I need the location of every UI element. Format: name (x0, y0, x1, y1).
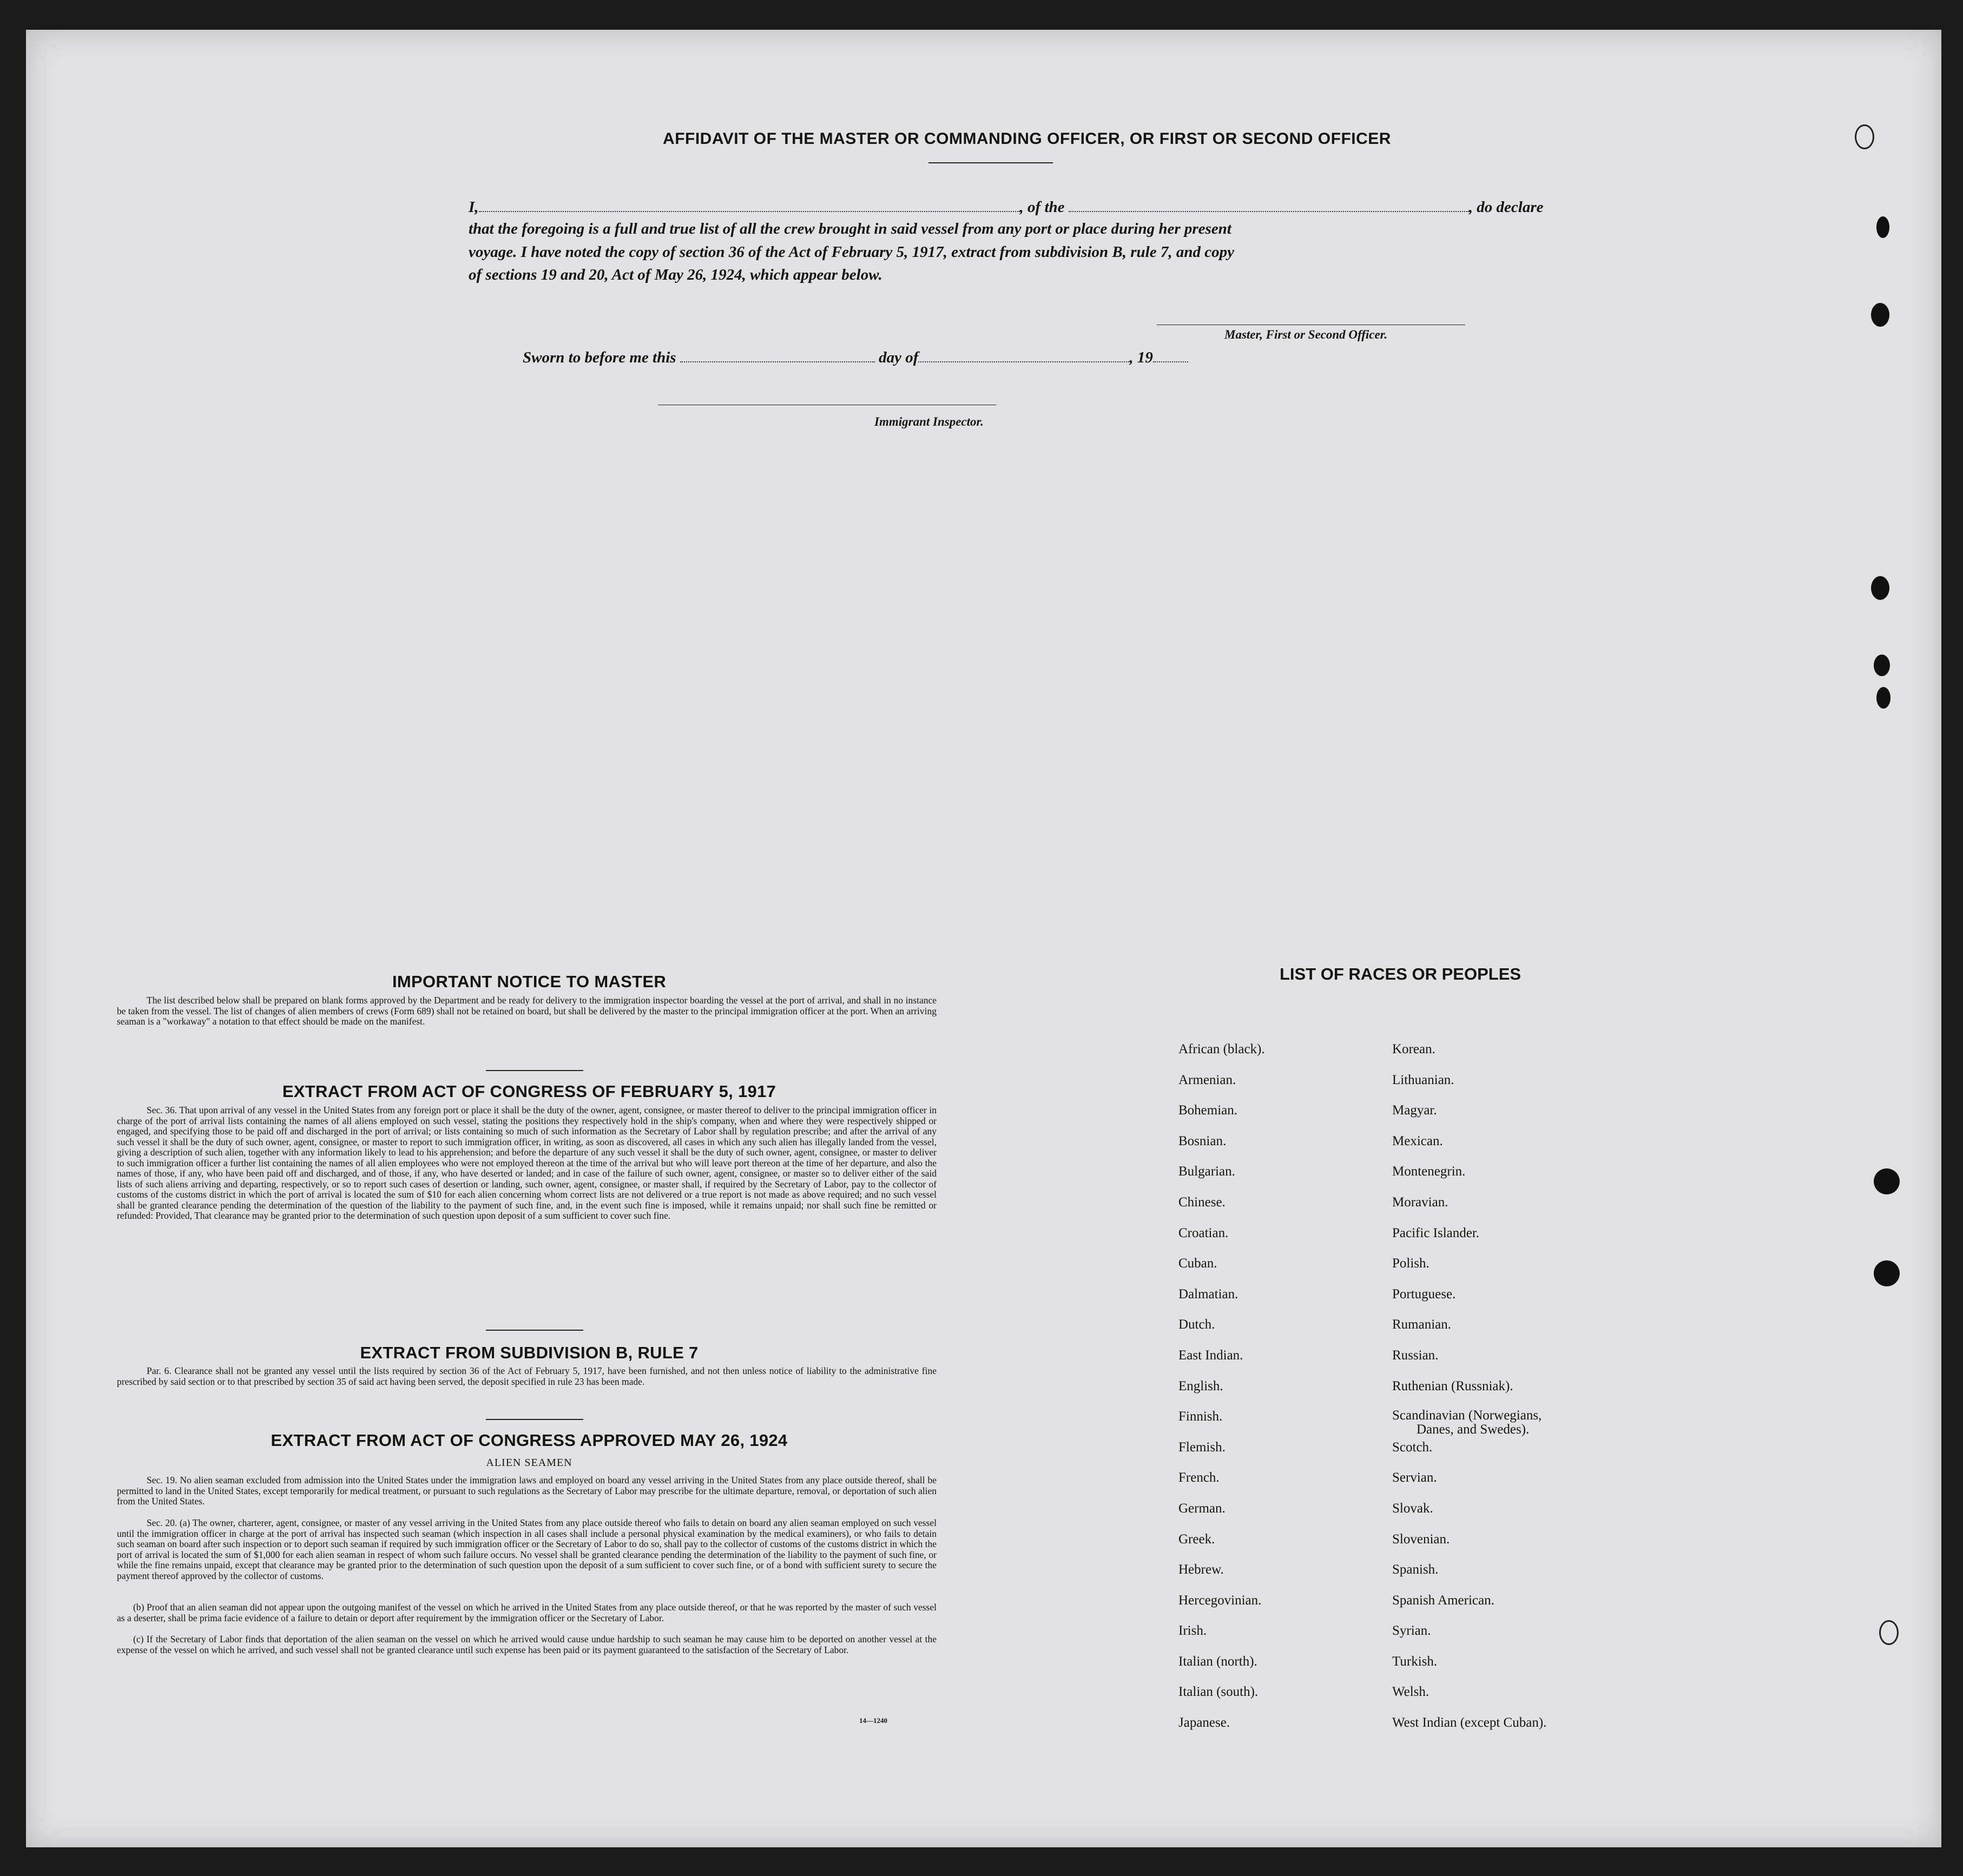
race-item: Polish. (1392, 1256, 1430, 1271)
document-page (26, 30, 1941, 1847)
race-item: Spanish. (1392, 1562, 1439, 1577)
extract-1924-sec20a: Sec. 20. (a) The owner, charterer, agent, consignee, or master of any vessel arriving in the United States from any place outside thereof who fails to detain on board any alien seaman employed on such vessel until the immigration officer in charge at the port of arrival has inspected such seaman (which inspection in all cases shall include a personal physical examination by the medical examiners), or who fails to detain such seaman on board after such inspection or to deport such seaman if required by such immigration officer or the Secretary of Labor to do so, shall pay to the collector of customs of the customs district in which the port of arrival is located the sum of $1,000 for each alien seaman in respect of whom such failure occurs. No vessel shall be granted clearance pending the determination of the liability to the payment of such fine, or while the fine remains unpaid, except that clearance may be granted prior to the determination of such question upon the deposit of a sum sufficient to cover such fine, or of a bond with sufficient surety to secure the payment thereof approved by the collector of customs. (117, 1517, 937, 1581)
race-item: Syrian. (1392, 1623, 1431, 1639)
notice-text: The list described below shall be prepared on blank forms approved by the Department and be ready for delivery to the immigration inspector boarding the vessel at the port of arrival, and shall in no instance be taken from the vessel. The list of changes of alien members of crews (Form 689) shall not be retained on board, but shall be delivered by the master to the principal immigration officer at the port. When an arriving seaman is a "workaway" a notation to that effect should be made on the manifest. (117, 995, 937, 1027)
section-divider (486, 1330, 583, 1331)
race-item: Flemish. (1178, 1439, 1226, 1455)
binder-hole (1874, 1168, 1900, 1194)
race-item: Hebrew. (1178, 1562, 1224, 1577)
section-divider (486, 1070, 583, 1071)
race-item: Cuban. (1178, 1256, 1217, 1271)
race-item: German. (1178, 1501, 1226, 1516)
race-item: Chinese. (1178, 1194, 1226, 1210)
race-item: Magyar. (1392, 1103, 1437, 1118)
race-item: Spanish American. (1392, 1593, 1494, 1608)
race-item: Montenegrin. (1392, 1164, 1466, 1179)
race-item: Slovak. (1392, 1501, 1433, 1516)
binder-hole (1874, 1260, 1900, 1286)
binder-hole (1871, 576, 1889, 600)
races-column-1 (1178, 1041, 1265, 1746)
race-item: Portuguese. (1392, 1286, 1456, 1302)
race-item: Croatian. (1178, 1225, 1229, 1240)
binder-hole (1876, 216, 1889, 238)
race-item: Dalmatian. (1178, 1286, 1239, 1302)
extract-rule7-title: EXTRACT FROM SUBDIVISION B, RULE 7 (360, 1343, 699, 1362)
race-item: African (black). (1178, 1042, 1265, 1056)
race-item: Lithuanian. (1392, 1072, 1454, 1087)
race-item: West Indian (except Cuban). (1392, 1715, 1547, 1730)
race-item: Italian (north). (1178, 1654, 1257, 1669)
race-item: Servian. (1392, 1470, 1437, 1485)
race-item: Bosnian. (1178, 1133, 1227, 1148)
binder-hole (1879, 1620, 1899, 1645)
race-item: English. (1178, 1378, 1223, 1393)
race-item: Korean. (1392, 1042, 1435, 1056)
binder-hole (1871, 303, 1889, 327)
race-item: Dutch. (1178, 1317, 1215, 1332)
race-item: Pacific Islander. (1392, 1225, 1480, 1240)
section-divider (486, 1419, 583, 1420)
race-item: Armenian. (1178, 1072, 1236, 1087)
race-item: Ruthenian (Russniak). (1392, 1378, 1513, 1393)
notice-title: IMPORTANT NOTICE TO MASTER (392, 972, 667, 991)
race-item: Mexican. (1392, 1133, 1443, 1148)
extract-rule7-text: Par. 6. Clearance shall not be granted any vessel until the lists required by section 36 of the Act of February 5, 1917, have been furnished, and not then unless notice of liability to the administrative fine prescribed by said section or to that prescribed by section 35 of said act having been served, the deposit specified in rule 23 has been made. (117, 1365, 937, 1387)
race-item: Slovenian. (1392, 1531, 1450, 1547)
race-item: Irish. (1178, 1623, 1207, 1639)
race-item: Turkish. (1392, 1654, 1438, 1669)
race-item: Bulgarian. (1178, 1164, 1235, 1179)
form-number: 14—1240 (859, 1716, 887, 1725)
affidavit-text-line: that the foregoing is a full and true list of all the crew brought in said vessel from any port or place during her present (469, 220, 1231, 237)
race-item: Scotch. (1392, 1439, 1433, 1455)
race-item: Rumanian. (1392, 1317, 1452, 1332)
extract-1924-sec20b: (b) Proof that an alien seaman did not appear upon the outgoing manifest of the vessel on which he arrived in the United States from any place outside thereof, or that he was reported by the master of such vessel as a deserter, shall be prima facie evidence of a failure to detain or deport after requirement by the immigration officer or the Secretary of Labor. (117, 1602, 937, 1623)
extract-1924-title: EXTRACT FROM ACT OF CONGRESS APPROVED MAY 26, 1924 (271, 1431, 788, 1450)
race-item: Hercegovinian. (1178, 1593, 1262, 1608)
race-item: Scandinavian (Norwegians, Danes, and Swedes). (1392, 1408, 1542, 1437)
inspector-signature-caption: Immigrant Inspector. (874, 415, 984, 428)
binder-hole (1874, 655, 1890, 676)
race-item: Russian. (1392, 1347, 1439, 1363)
alien-seamen-heading: ALIEN SEAMEN (486, 1457, 572, 1469)
affidavit-text-line: of sections 19 and 20, Act of May 26, 1924, which appear below. (469, 266, 882, 283)
race-item: Japanese. (1178, 1715, 1230, 1730)
master-signature-caption: Master, First or Second Officer. (1224, 328, 1388, 341)
race-item: Bohemian. (1178, 1103, 1238, 1118)
race-item: East Indian. (1178, 1347, 1243, 1363)
title-underline (928, 162, 1053, 163)
races-title: LIST OF RACES OR PEOPLES (1279, 965, 1521, 983)
race-item: Moravian. (1392, 1194, 1448, 1210)
extract-1917-title: EXTRACT FROM ACT OF CONGRESS OF FEBRUARY 5, 1917 (282, 1082, 776, 1101)
extract-1917-text: Sec. 36. That upon arrival of any vessel in the United States from any foreign port or place it shall be the duty of the owner, agent, consignee, or master thereof to deliver to the principal immigration officer in charge of the port of arrival lists containing the names of all aliens employed on such vessel, stating the positions they respectively hold in the ship's company, when and where they were respectively shipped or engaged, and specifying those to be paid off and discharged in the port of arrival; or lists containing so much of such information as the Secretary of Labor shall by regulation prescribe; and after the arrival of any such vessel it shall be the duty of such owner, agent, consignee, or master to report to such immigration officer, in writing, as soon as discovered, all cases in which any such alien has illegally landed from the vessel, giving a description of such alien, together with any information likely to lead to his apprehension; and before the departure of any such vessel it shall be the duty of such owner, agent, consignee, or master to deliver to such immigration officer a further list containing the names of all alien employees who were not employed thereon at the time of the arrival but who will leave port thereon at the time of her departure, and also the names of those, if any, who have been paid off and discharged, and of those, if any, who have deserted or landed; and in case of the failure of such owner, agent, consignee, or master so to deliver either of the said lists of such aliens arriving and departing, respectively, or so to report such cases of desertion or landing, such owner, agent, consignee, or master shall, if required by the Secretary of Labor, pay to the collector of customs of the customs district in which the port of arrival is located the sum of $10 for each alien concerning whom correct lists are not delivered or a true report is not made as above required; and no such vessel shall be granted clearance pending the determination of the question of the liability to the payment of such fine, and, in the event such fine is imposed, while it remains unpaid; nor shall such fine be remitted or refunded: Provided, That clearance may be granted prior to the determination of such question upon deposit of a sum sufficient to cover such fine. (117, 1105, 937, 1221)
binder-hole (1855, 124, 1874, 149)
race-item: Welsh. (1392, 1685, 1430, 1700)
extract-1924-sec20c: (c) If the Secretary of Labor finds that deportation of the alien seaman on the vessel on which he arrived would cause undue hardship to such seaman he may cause him to be deported on another vessel at the expense of the vessel on which he arrived, and such vessel shall not be granted clearance until such expense has been paid or its payment guaranteed to the satisfaction of the Secretary of Labor. (117, 1634, 937, 1655)
race-item: French. (1178, 1470, 1220, 1485)
affidavit-title: AFFIDAVIT OF THE MASTER OR COMMANDING OFFICER, OR FIRST OR SECOND OFFICER (663, 130, 1391, 148)
race-item: Finnish. (1178, 1409, 1223, 1424)
races-column-2 (1392, 1041, 1546, 1746)
extract-1924-sec19: Sec. 19. No alien seaman excluded from admission into the United States under the immigration laws and employed on board any vessel arriving in the United States from any place outside thereof, shall be permitted to land in the United States, except temporarily for medical treatment, or pursuant to such regulations as the Secretary of Labor may prescribe for the ultimate departure, removal, or deportation of such alien from the United States. (117, 1475, 937, 1507)
sworn-line: Sworn to before me this day of , 19 (523, 349, 1188, 367)
race-item: Greek. (1178, 1531, 1215, 1547)
affidavit-declaration-line: I, , of the , do declare (469, 199, 1544, 216)
race-item: Italian (south). (1178, 1685, 1259, 1700)
binder-hole (1876, 687, 1890, 709)
affidavit-text-line: voyage. I have noted the copy of section 36 of the Act of February 5, 1917, extract from subdivision B, rule 7, and copy (469, 243, 1234, 261)
